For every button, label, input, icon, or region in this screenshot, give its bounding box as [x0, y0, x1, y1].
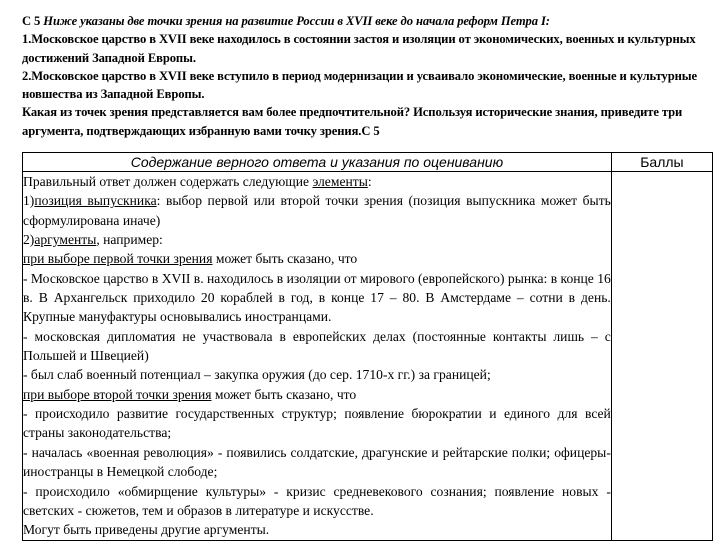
- point-2-keyword: аргументы: [34, 232, 97, 248]
- argument-1: - Московское царство в XVII в. находилось в изоляции от мирового (европейского) рынка: в конце 16 в. В Архангельск приходило 20 кораблей в год, в конце 17 – 80. В Амстердаме – сотни в день. Крупные мануфактуры основывались иностранцами.: [23, 270, 611, 325]
- other-arguments-note: Могут быть приведены другие аргументы.: [23, 522, 270, 538]
- argument-6: - происходило «обмирщение культуры» - кризис средневекового сознания; появление новых - светских - сюжетов, тем и образов в литературе и искусстве.: [23, 483, 611, 518]
- table-body-row: [23, 172, 713, 541]
- answer-content-cell: [23, 172, 612, 541]
- viewpoint-2: 2.Московское царство в XVII веке вступило в период модернизации и усваивало экономические, военные и культурные новшества из Западной Европы.: [22, 68, 698, 102]
- task-intro-text: Ниже указаны две точки зрения на развитие России в XVII веке до начала реформ Петра I:: [43, 14, 550, 28]
- argument-4: - происходило развитие государственных структур; появление бюрократии и единого для всей страны законодательства;: [23, 406, 611, 441]
- header-score: Баллы: [611, 153, 712, 172]
- task-code: С 5: [22, 14, 44, 28]
- task-statement: [22, 12, 712, 140]
- viewpoint-1: 1.Московское царство в XVII веке находилось в состоянии застоя и изоляции от экономических, военных и культурных достижений Западной Европы.: [22, 32, 696, 65]
- header-content: Содержание верного ответа и указания по оцениванию: [23, 153, 612, 172]
- argument-5: - началась «военная революция» - появились солдатские, драгунские и рейтарские полки; офицеры-иностранцы в Немецкой слободе;: [23, 444, 611, 480]
- argument-2: - московская дипломатия не участвовала в европейских делах (постоянные контакты лишь – с Польшей и Швецией): [23, 328, 611, 364]
- first-view-lead: при выборе первой точки зрения может быть сказано, что: [23, 251, 358, 267]
- argument-3: - был слаб военный потенциал – закупка оружия (до сер. 1710-х гг.) за границей;: [23, 367, 491, 383]
- task-intro: [22, 12, 712, 30]
- task-question: Какая из точек зрения представляется вам более предпочтительной? Используя исторические знания, приведите три аргумента, подтверждающих избранную вами точку зрения.С 5: [22, 105, 683, 138]
- table-header-row: [23, 153, 713, 172]
- score-cell: [611, 172, 712, 541]
- point-1-keyword: позиция выпускника: [34, 193, 157, 209]
- point-1: 1)позиция выпускника: выбор первой или второй точки зрения (позиция выпускника может быть сформулирована иначе): [23, 193, 611, 228]
- elements-word: элементы: [312, 174, 368, 189]
- second-view-lead: при выборе второй точки зрения может быть сказано, что: [23, 386, 357, 402]
- elements-line: Правильный ответ должен содержать следующие элементы:: [23, 174, 372, 189]
- point-2: 2)аргументы, например:: [23, 232, 163, 248]
- grading-table: [22, 152, 713, 541]
